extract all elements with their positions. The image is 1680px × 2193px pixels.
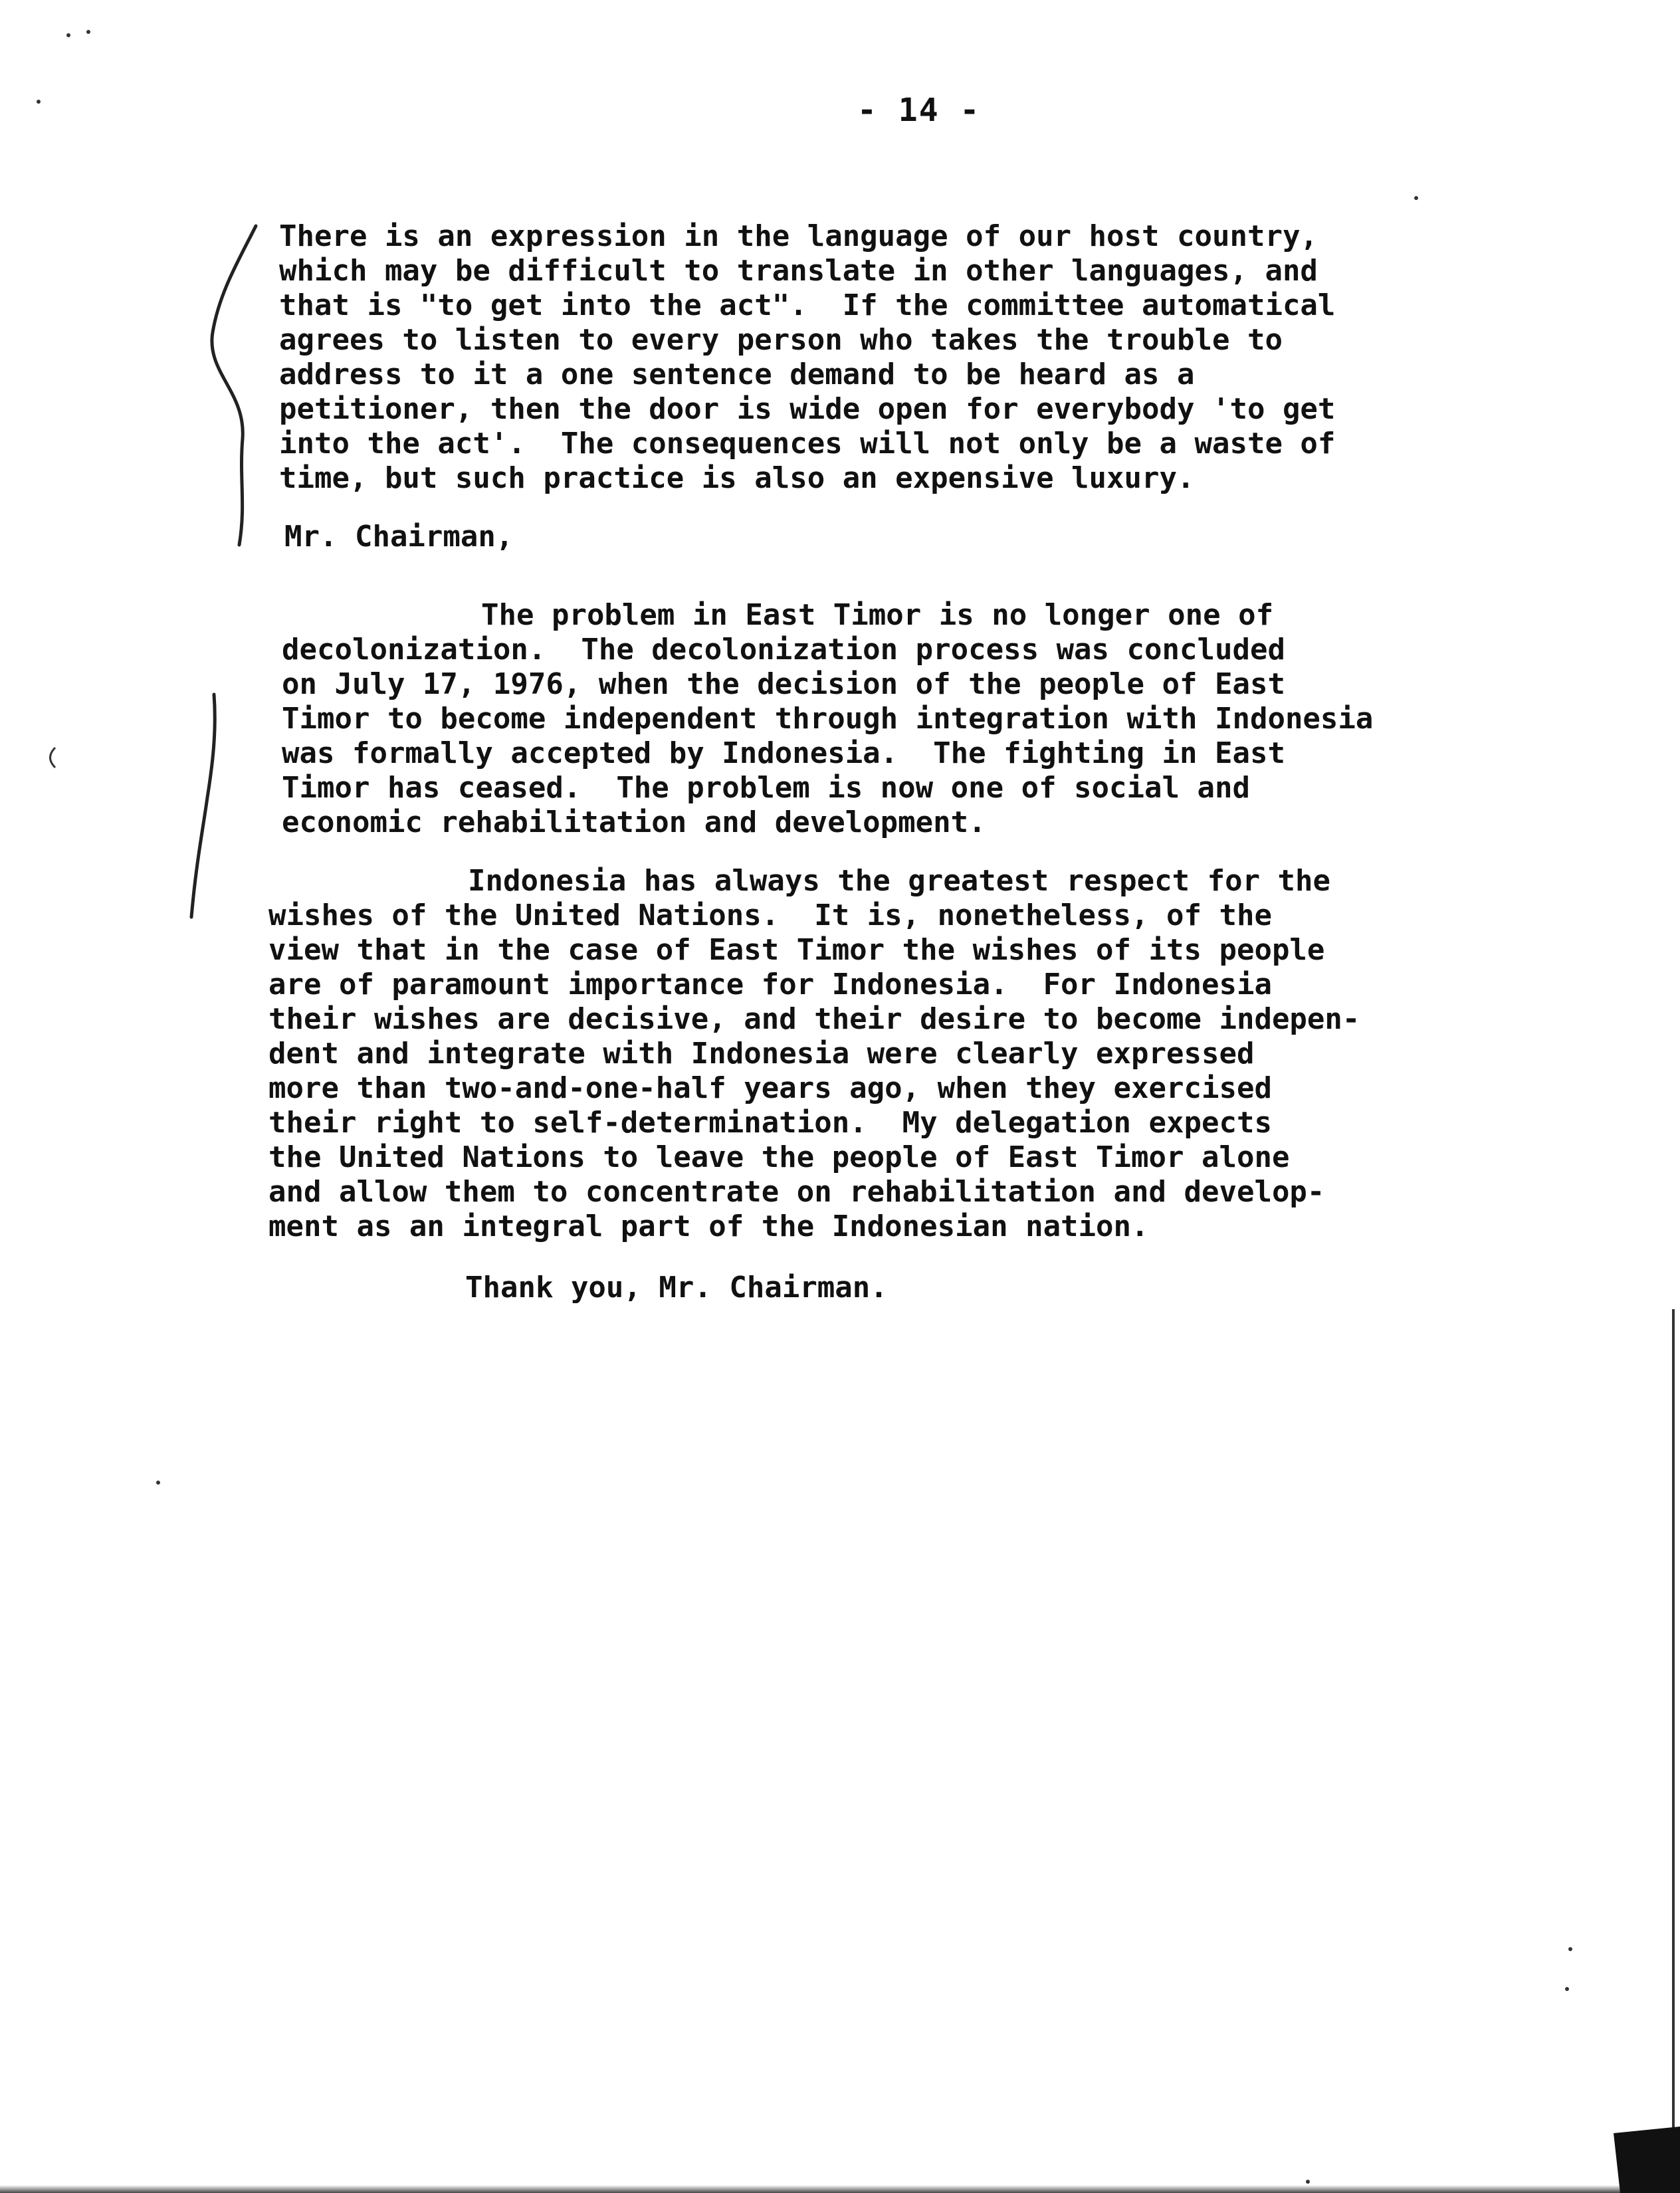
text-line: ment as an integral part of the Indonesian nation. xyxy=(268,1209,1149,1243)
scan-speck xyxy=(37,100,41,104)
scan-speck xyxy=(1306,2180,1310,2184)
text-line: on July 17, 1976, when the decision of the people of East xyxy=(282,667,1285,701)
text-line: address to it a one sentence demand to be heard as a xyxy=(279,358,1195,391)
margin-bracket-mark xyxy=(193,219,266,552)
text-line: into the act'. The consequences will not only be a waste of xyxy=(279,427,1336,461)
scan-speck xyxy=(1565,1987,1569,1991)
text-line: wishes of the United Nations. It is, nonetheless, of the xyxy=(268,898,1272,932)
paragraph-host-country-expression xyxy=(279,219,1542,496)
scan-speck xyxy=(1568,1947,1572,1951)
text-line: Timor has ceased. The problem is now one of social and xyxy=(282,771,1250,805)
text-line: time, but such practice is also an expensive luxury. xyxy=(279,461,1195,495)
scan-speck xyxy=(86,30,90,34)
paragraph-east-timor-problem xyxy=(282,598,1544,840)
text-line: their right to self-determination. My delegation expects xyxy=(268,1106,1272,1140)
text-line: which may be difficult to translate in other languages, and xyxy=(279,254,1318,288)
text-line: that is "to get into the act". If the committee automatical xyxy=(279,288,1336,322)
text-line: the United Nations to leave the people of East Timor alone xyxy=(268,1140,1290,1174)
text-line: The problem in East Timor is no longer one of xyxy=(481,598,1274,632)
text-line: Indonesia has always the greatest respect for the xyxy=(468,864,1331,898)
text-line: and allow them to concentrate on rehabilitation and develop- xyxy=(268,1175,1325,1209)
text-line: There is an expression in the language of our host country, xyxy=(279,219,1318,253)
text-line: are of paramount importance for Indonesia. For Indonesia xyxy=(268,968,1272,1001)
scan-speck xyxy=(156,1481,160,1485)
margin-small-mark xyxy=(45,744,58,771)
text-line: more than two-and-one-half years ago, when they exercised xyxy=(268,1071,1272,1105)
text-line: their wishes are decisive, and their desire to become indepen- xyxy=(268,1002,1360,1036)
page-number: - 14 - xyxy=(857,92,981,129)
text-line: dent and integrate with Indonesia were clearly expressed xyxy=(268,1037,1255,1071)
text-line: view that in the case of East Timor the wishes of its people xyxy=(268,933,1325,967)
text-line: decolonization. The decolonization process was concluded xyxy=(282,633,1285,667)
text-line: Timor to become independent through integration with Indonesia xyxy=(282,702,1374,736)
text-line: petitioner, then the door is wide open for everybody 'to get xyxy=(279,392,1336,426)
scan-corner-artifact xyxy=(1574,1309,1680,2193)
text-line: was formally accepted by Indonesia. The fighting in East xyxy=(282,736,1285,770)
scan-bottom-edge xyxy=(0,2185,1680,2193)
text-line: economic rehabilitation and development. xyxy=(282,805,986,839)
margin-line-mark xyxy=(173,691,226,924)
salutation: Mr. Chairman, xyxy=(284,520,514,554)
scan-speck xyxy=(1414,196,1418,200)
scan-speck xyxy=(66,33,70,37)
paragraph-indonesia-respect xyxy=(268,864,1531,1244)
text-line: agrees to listen to every person who takes the trouble to xyxy=(279,323,1283,357)
closing-line: Thank you, Mr. Chairman. xyxy=(465,1271,888,1305)
